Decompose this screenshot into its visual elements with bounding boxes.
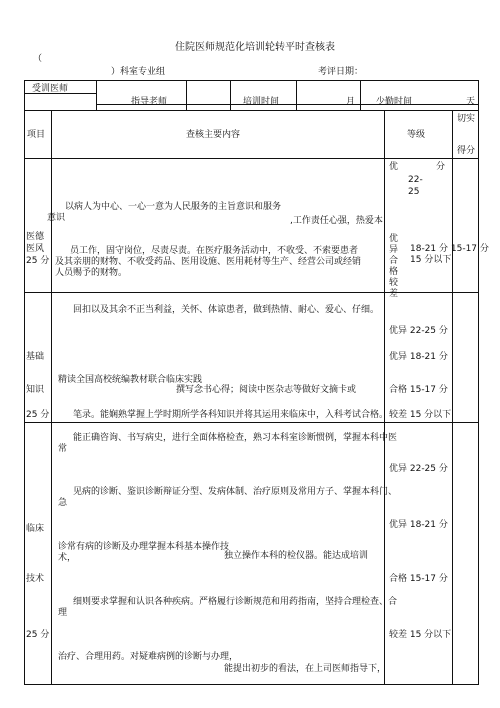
ethics-grade-b-text: 18-21 分 15-17 分 [410,244,489,254]
clinical-grade-2: 优异 18-21 分 [389,520,448,530]
ethics-content-6: 人员赐予的财物。 [55,268,128,278]
ethics-content-2: 意识 [47,213,66,223]
info-col-2 [186,80,187,110]
dept-label: ）科室专业组 [111,67,166,77]
row-divider-basic [24,292,479,293]
form-title: 住院医师规范化培训轮转平时查核表 [175,42,335,53]
basic-grade-4: 较差 15 分以下 [389,410,452,420]
row-divider-clinical [24,422,479,423]
basic-item-1: 基础 [26,352,45,362]
absence-label: 少勤时间 [376,97,413,107]
table-border-right [478,80,479,685]
basic-item-2: 知识 [26,385,45,395]
clinical-content-5: 诊常有病的诊断及办理掌握本科基本操作技 [58,542,230,552]
clinical-content-2: 常 [58,444,68,454]
clinical-item-2: 技术 [26,574,45,584]
clinical-content-6: 术， [58,553,77,563]
row-divider-ethics [24,158,479,159]
table-border-top [24,80,479,81]
clinical-content-3: 见病的诊断、鉴识诊断辩证分型、发病体制、治疗原则及常用方子、掌握本科门、 [73,487,398,497]
clinical-content-1: 能正确咨询、书写病史，进行全面体格检查，熟习本科室诊断惯例，掌握本科中医 [73,433,398,443]
ethics-grade-a-fen: 分 [436,162,446,172]
header-content: 查核主要内容 [186,130,241,140]
clinical-item-1: 临床 [26,524,45,534]
clinical-grade-4: 较差 15 分以下 [389,630,452,640]
basic-content-2: 精读全国高校统编教材联合临床实践 [58,375,203,385]
basic-item-3: 25 分 [26,410,50,420]
header-grade: 等级 [407,130,426,140]
ethics-item-1: 医德 [26,232,45,242]
clinical-grade-1: 优异 22-25 分 [389,464,448,474]
ethics-grade-a-range-1: 22- [408,175,423,185]
info-col-4 [296,80,297,110]
clinical-content-8: 细则要求掌握和认识各种疾病。严格履行诊断规范和用药指南，坚持合理检查、合 [73,597,398,607]
ethics-grade-c-text: 15 分以下 [410,255,452,265]
ethics-item-2: 医风 [26,244,45,254]
basic-grade-3: 合格 15-17 分 [389,385,448,395]
training-time-label: 培训时间 [243,97,280,107]
info-col-5 [360,80,361,110]
clinical-grade-3: 合格 15-17 分 [389,574,448,584]
header-item: 项目 [27,130,46,140]
table-border-bottom [24,684,479,685]
item-col-divider [51,110,52,685]
clinical-item-3: 25 分 [26,630,50,640]
eval-date-label: 考评日期： [318,67,364,77]
header-score-bottom: 得分 [457,146,476,156]
ethics-content-5: 及其亲朋的财物、不收受药品、医用设施、医用耗材等生产、经营公司或经销 [55,257,362,267]
ethics-content-4: 员工作，固守岗位，尽责尽责。在医疗服务活动中，不收受、不索要患者 [70,246,359,256]
clinical-content-4: 急 [58,498,68,508]
ethics-grade-a-range-2: 25 [408,187,420,197]
clinical-content-9: 理 [58,608,68,618]
day-label: 天 [466,97,476,107]
score-col-divider [452,110,453,685]
clinical-content-10: 治疗、合理用药。对疑难病例的诊断与办理， [58,652,239,662]
supervisor-label: 指导老师 [131,97,168,107]
clinical-content-7: 独立操作本科的检仪器。能达成培训 [224,551,369,561]
basic-content-4: 笔录。能娴熟掌握上学时期所学各科知识并将其运用来临床中，入科考试合格。 [73,410,389,420]
header-score-top: 切实 [457,114,476,124]
basic-grade-1: 优异 22-25 分 [389,326,448,336]
ethics-grade-v2: 格 [389,267,399,277]
info-col-1 [96,80,97,110]
ethics-content-3: ,工作责任心强，热爱本 [290,216,383,226]
ethics-grade-a-label: 优 [389,162,399,172]
ethics-grade-c-label: 异 [389,245,399,255]
trainee-label: 受训医师 [32,84,69,94]
basic-grade-2: 优异 18-21 分 [389,352,448,362]
row-divider-header [24,110,479,111]
clinical-content-11: 能提出初步的看法，在上司医师指导下， [224,664,387,674]
basic-content-1: 回扣以及其余不正当利益，关怀、体谅患者，做到热情、耐心、爱心、仔细。 [73,305,380,315]
ethics-grade-v3: 较 [389,278,399,288]
info-col-3 [230,80,231,110]
ethics-grade-v4: 差 [389,289,399,299]
table-border-left [24,80,25,685]
basic-content-3: 撰写念书心得；阅读中医杂志等做好文摘卡或 [176,385,357,395]
paren-open: （ [33,54,43,64]
month-label: 月 [346,97,356,107]
ethics-content-1: 以病人为中心、一心一意为人民服务的主旨意识和服务 [65,202,282,212]
ethics-grade-v1: 合 [389,256,399,266]
ethics-item-3: 25 分 [26,256,50,266]
ethics-grade-b-label: 优 [389,234,399,244]
